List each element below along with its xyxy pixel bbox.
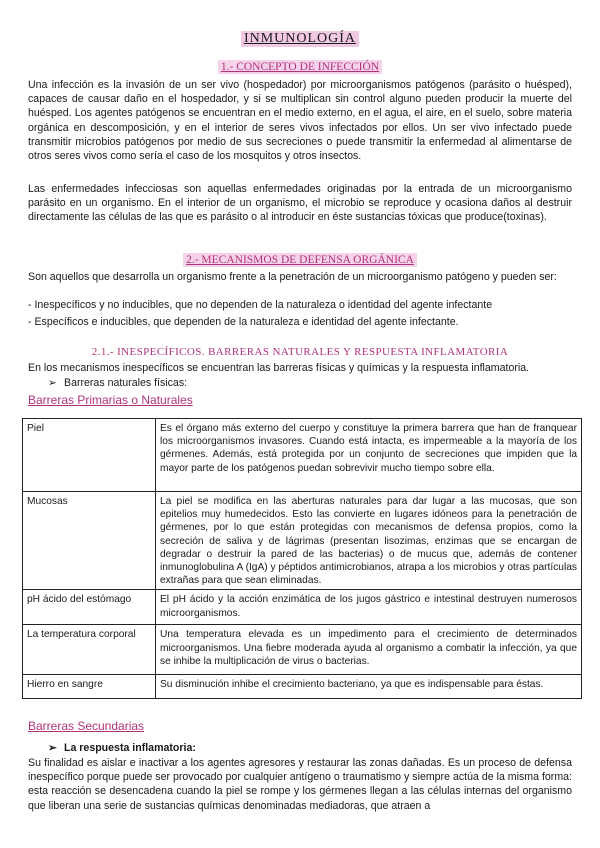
section-2-1-intro: En los mecanismos inespecíficos se encuentran las barreras físicas y químicas y la respuesta inflamatoria. xyxy=(28,362,530,374)
secondary-barriers-heading: Barreras Secundarias xyxy=(28,719,145,733)
section-2-list-item-2: - Específicos e inducibles, que dependen de la naturaleza e identidad del agente infectante. xyxy=(28,316,459,328)
barriers-table xyxy=(22,418,582,699)
bullet-text: La respuesta inflamatoria: xyxy=(64,742,196,754)
table-cell-value: El pH ácido y la acción enzimática de los jugos gástrico e intestinal destruyen numerosos microorganismos. xyxy=(156,590,582,625)
table-cell-value: La piel se modifica en las aberturas naturales para dar lugar a las mucosas, que son epitelios muy humedecidos. Esto las convierte en lugares idóneos para la penetración de gérmenes, por lo que están protegidas con mecanismos de defensa propios, como la secreción de saliva y de lágrimas (presentan lisozimas, enzimas que se encargan de degradar o destruir la pared de las bacterias) o de mucus que, además de contener inmunoglobulina A (IgA) y péptidos antimicrobianos, atrapa a los microbios y otras partículas extrañas para que sean eliminadas. xyxy=(156,492,582,590)
arrow-bullet-icon: ➢ xyxy=(48,742,57,754)
section-1-heading-text: 1.- CONCEPTO DE INFECCIÓN xyxy=(218,60,382,74)
table-cell-key: La temperatura corporal xyxy=(23,625,156,675)
table-row xyxy=(23,419,582,492)
section-1-heading xyxy=(0,60,600,74)
title-wrap xyxy=(0,31,600,47)
section-2-1-heading: 2.1.- INESPECÍFICOS. BARRERAS NATURALES Y RESPUESTA INFLAMATORIA xyxy=(91,346,509,358)
section-1-paragraph-2: Las enfermedades infecciosas son aquellas enfermedades originadas por la entrada de un microorganismo parásito en un organismo. En el interior de un organismo, el microbio se reproduce y ocasiona daños al destruir directamente las células de las que es parásito o al introducir en éste sustancias tóxicas que produce(toxinas). xyxy=(28,183,572,224)
arrow-bullet-icon: ➢ xyxy=(48,377,57,389)
table-row xyxy=(23,625,582,675)
page-title: INMUNOLOGÍA xyxy=(241,31,359,47)
table-cell-key: Hierro en sangre xyxy=(23,675,156,699)
primary-barriers-heading: Barreras Primarias o Naturales xyxy=(28,393,193,407)
bullet-respuesta-inflamatoria xyxy=(48,741,196,755)
table-cell-value: Es el órgano más externo del cuerpo y constituye la primera barrera que han de franquear los microorganismos invasores. Cuando está intacta, es impermeable a la mayoría de los gérmenes. Además, está protegida por un conjunto de secreciones que impiden que la mayor parte de los patógenos puedan sobrevivir mucho tiempo sobre ella. xyxy=(156,419,582,492)
table-cell-key: Mucosas xyxy=(23,492,156,590)
section-1-paragraph-1: Una infección es la invasión de un ser vivo (hospedador) por microorganismos patógenos (parásito o huésped), capaces de causar daño en el hospedador, y si se multiplican sin control alguno pueden producir la muerte del huésped. Los agentes patógenos se encuentran en el medio externo, en el agua, el aire, en el suelo, sobre materia orgánica en descomposición, y en el interior de seres vivos infectados por ellos. Un ser vivo infectado puede transmitir microbios patógenos por medio de sus secreciones o puede transmitir la enfermedad al alimentarse de otros seres vivos como sería el caso de los mosquitos y otros insectos. xyxy=(28,79,572,163)
table-cell-value: Una temperatura elevada es un impedimento para el crecimiento de determinados microorganismos. Una fiebre moderada ayuda al organismo a combatir la infección, ya que se inhibe la multiplicación de virus o bacterias. xyxy=(156,625,582,675)
table-row xyxy=(23,675,582,699)
section-2-paragraph: Son aquellos que desarrolla un organismo frente a la penetración de un microorganismo patógeno y pueden ser: xyxy=(28,271,557,283)
table-row xyxy=(23,590,582,625)
bullet-text: Barreras naturales físicas: xyxy=(64,377,188,389)
table-cell-key: pH ácido del estómago xyxy=(23,590,156,625)
section-2-heading-text: 2.- MECANISMOS DE DEFENSA ORGÁNICA xyxy=(183,253,417,267)
table-cell-value: Su disminución inhibe el crecimiento bacteriano, ya que es indispensable para éstas. xyxy=(156,675,582,699)
table-row xyxy=(23,492,582,590)
section-2-list-item-1: - Inespecíficos y no inducibles, que no dependen de la naturaleza o identidad del agente infectante xyxy=(28,299,493,311)
section-2-heading xyxy=(0,253,600,267)
bullet-barreras-fisicas xyxy=(48,376,187,390)
table-cell-key: Piel xyxy=(23,419,156,492)
inflammatory-response-paragraph: Su finalidad es aislar e inactivar a los agentes agresores y restaurar las zonas dañadas. Es un proceso de defensa inespecífico porque puede ser provocado por cualquier antígeno o traumatismo y siempre actúa de la misma forma: esta reacción se desencadena cuando la piel se rompe y los gérmenes llegan a las células internas del organismo que liberan una serie de sustancias químicas denominadas mediadoras, que atraen a xyxy=(28,757,572,812)
